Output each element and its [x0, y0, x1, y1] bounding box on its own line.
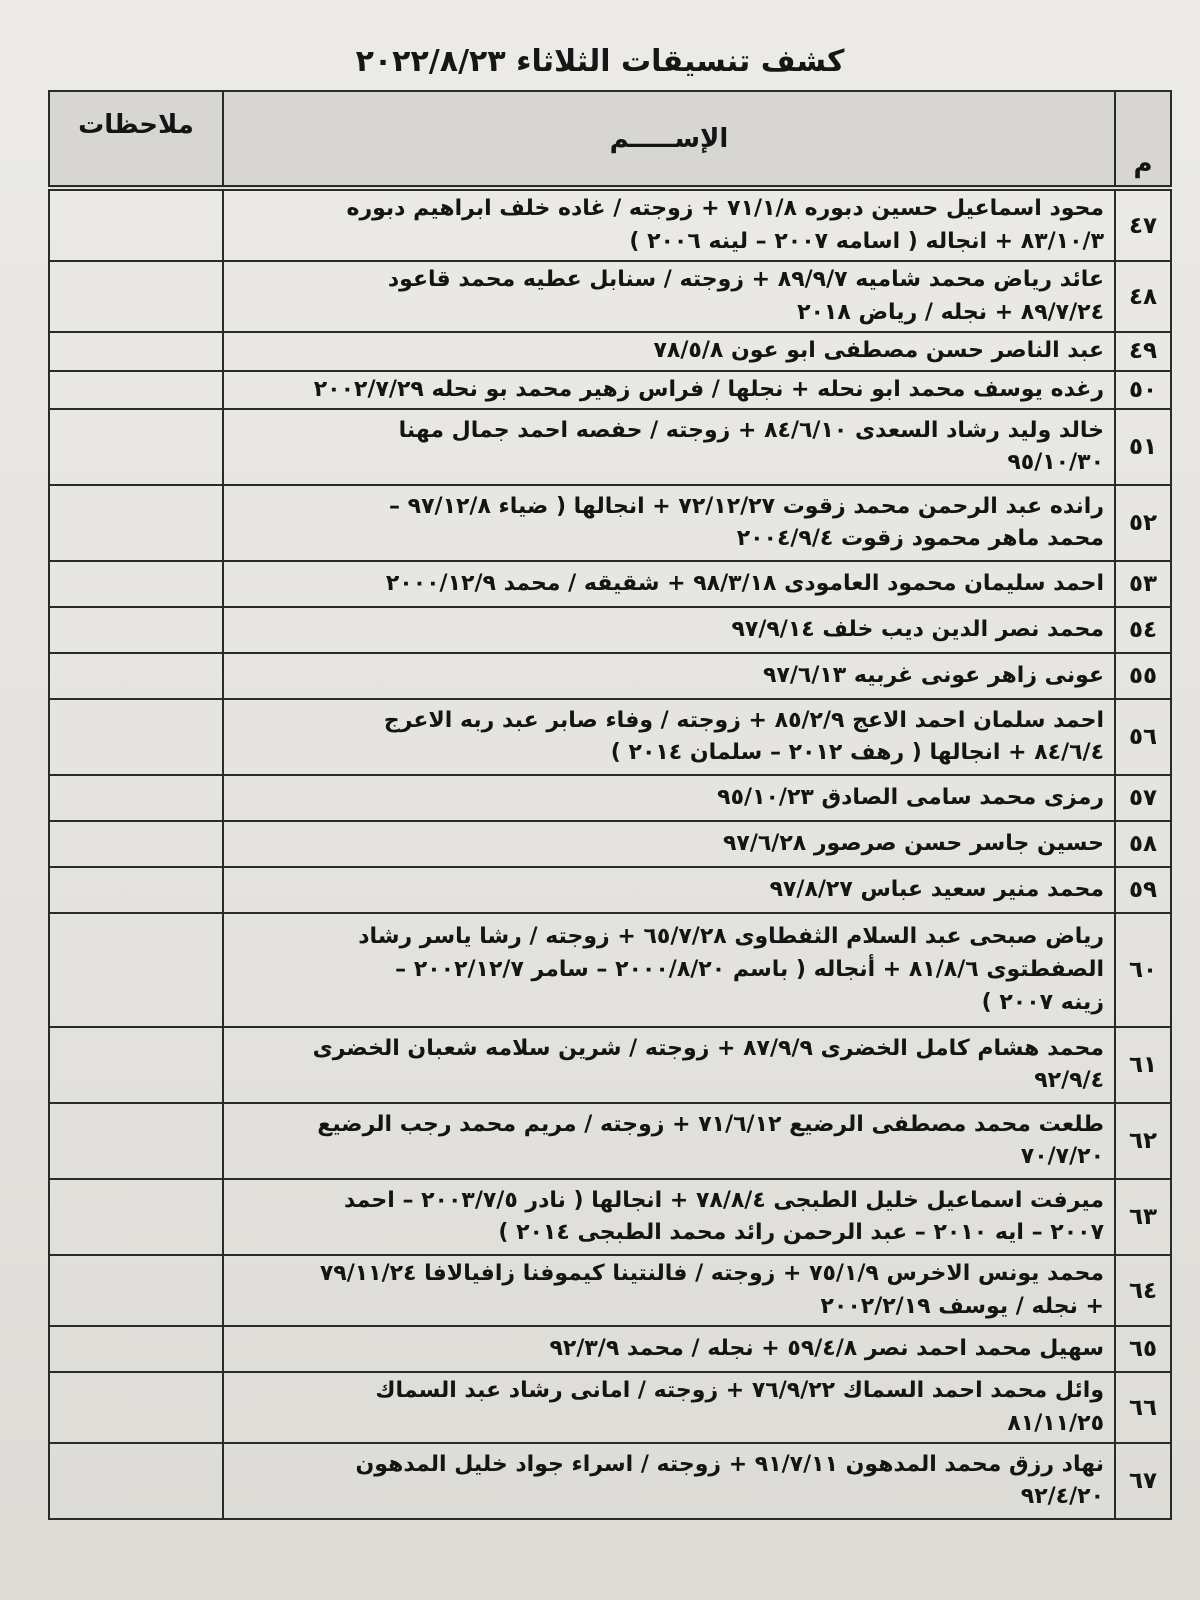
table-row — [49, 699, 1171, 775]
entry-line: عونى زاهر عونى غربيه ٩٧/٦/١٣ — [763, 663, 1104, 688]
page-title: كشف تنسيقات الثلاثاء ٢٠٢٢/٨/٢٣ — [355, 44, 845, 79]
entry-line: محمد يونس الاخرس ٧٥/١/٩ + زوجته / فالنتينا كيموفنا زافيالافا ٧٩/١١/٢٤ — [319, 1261, 1104, 1287]
table-row — [49, 1326, 1171, 1372]
table-row — [49, 775, 1171, 821]
entry-line: محود اسماعيل حسين دبوره ٧١/١/٨ + زوجته / غاده خلف ابراهيم دبوره — [346, 196, 1104, 221]
row-name-entry — [223, 1255, 1115, 1326]
row-serial-number: ٦١ — [1115, 1027, 1171, 1103]
row-name-entry — [223, 1103, 1115, 1179]
row-name-entry — [223, 1179, 1115, 1255]
table-row — [49, 1103, 1171, 1179]
row-name-entry — [223, 1326, 1115, 1372]
row-notes-cell — [49, 1103, 223, 1179]
entry-line: ٧٠/٧/٢٠ — [1020, 1144, 1104, 1170]
row-notes-cell — [49, 409, 223, 485]
table-row — [49, 561, 1171, 607]
entry-line: زينه ٢٠٠٧ ) — [981, 989, 1104, 1015]
entry-line: حسين جاسر حسن صرصور ٩٧/٦/٢٨ — [722, 831, 1104, 856]
table-row — [49, 653, 1171, 699]
row-notes-cell — [49, 653, 223, 699]
entry-line: ٨١/١١/٢٥ — [1007, 1410, 1104, 1436]
row-name-entry — [223, 699, 1115, 775]
row-notes-cell — [49, 913, 223, 1027]
row-serial-number: ٦٧ — [1115, 1443, 1171, 1519]
entry-line: محمد منير سعيد عباس ٩٧/٨/٢٧ — [769, 877, 1104, 902]
row-name-entry — [223, 913, 1115, 1027]
row-notes-cell — [49, 1443, 223, 1519]
row-name-entry — [223, 867, 1115, 913]
table-row — [49, 371, 1171, 410]
row-serial-number: ٦٣ — [1115, 1179, 1171, 1255]
row-serial-number: ٥٣ — [1115, 561, 1171, 607]
entry-line: وائل محمد احمد السماك ٧٦/٩/٢٢ + زوجته / امانى رشاد عبد السماك — [375, 1378, 1104, 1404]
row-notes-cell — [49, 821, 223, 867]
row-serial-number: ٤٨ — [1115, 261, 1171, 332]
row-serial-number: ٦٥ — [1115, 1326, 1171, 1372]
entry-line: ٢٠٠٧ – ايه ٢٠١٠ – عبد الرحمن رائد محمد الطبجى ٢٠١٤ ) — [498, 1220, 1104, 1246]
entry-line: احمد سليمان محمود العامودى ٩٨/٣/١٨ + شقيقه / محمد ٢٠٠٠/١٢/٩ — [385, 571, 1104, 596]
table-header-row — [49, 91, 1171, 188]
table-row — [49, 332, 1171, 371]
table-row — [49, 1027, 1171, 1103]
row-notes-cell — [49, 261, 223, 332]
table-row — [49, 485, 1171, 561]
entry-line: ٨٤/٦/٤ + انجالها ( رهف ٢٠١٢ – سلمان ٢٠١٤ ) — [610, 740, 1104, 766]
entry-line: عائد رياض محمد شاميه ٨٩/٩/٧ + زوجته / سنابل عطيه محمد قاعود — [387, 267, 1104, 293]
entry-line: رغده يوسف محمد ابو نحله + نجلها / فراس زهير محمد بو نحله ٢٠٠٢/٧/٢٩ — [313, 376, 1104, 402]
entry-line: احمد سلمان احمد الاعج ٨٥/٢/٩ + زوجته / وفاء صابر عبد ربه الاعرج — [383, 707, 1104, 733]
entry-line: محمد ماهر محمود زقوت ٢٠٠٤/٩/٤ — [736, 526, 1104, 552]
row-name-entry — [223, 371, 1115, 410]
table-row — [49, 1179, 1171, 1255]
row-notes-cell — [49, 332, 223, 371]
row-serial-number: ٥١ — [1115, 409, 1171, 485]
entry-line: + نجله / يوسف ٢٠٠٢/٢/١٩ — [820, 1293, 1104, 1319]
header-name: الإســـــم — [223, 91, 1115, 188]
row-serial-number: ٦٠ — [1115, 913, 1171, 1027]
row-name-entry — [223, 775, 1115, 821]
row-name-entry — [223, 261, 1115, 332]
row-notes-cell — [49, 1179, 223, 1255]
entry-line: رمزى محمد سامى الصادق ٩٥/١٠/٢٣ — [717, 785, 1104, 810]
names-table — [48, 90, 1172, 1520]
row-notes-cell — [49, 867, 223, 913]
row-serial-number: ٥٩ — [1115, 867, 1171, 913]
row-serial-number: ٦٤ — [1115, 1255, 1171, 1326]
row-notes-cell — [49, 485, 223, 561]
entry-line: نهاد رزق محمد المدهون ٩١/٧/١١ + زوجته / اسراء جواد خليل المدهون — [355, 1451, 1104, 1477]
row-name-entry — [223, 1372, 1115, 1443]
entry-line: ٩٢/٩/٤ — [1034, 1068, 1104, 1094]
row-serial-number: ٥٧ — [1115, 775, 1171, 821]
entry-line: رياض صبحى عبد السلام الثفطاوى ٦٥/٧/٢٨ + زوجته / رشا ياسر رشاد — [358, 924, 1104, 950]
table-row — [49, 607, 1171, 653]
entry-line: محمد هشام كامل الخضرى ٨٧/٩/٩ + زوجته / شرين سلامه شعبان الخضرى — [312, 1035, 1104, 1061]
table-row — [49, 821, 1171, 867]
table-row — [49, 913, 1171, 1027]
table-row — [49, 1255, 1171, 1326]
row-serial-number: ٥٤ — [1115, 607, 1171, 653]
row-notes-cell — [49, 1255, 223, 1326]
row-name-entry — [223, 485, 1115, 561]
row-serial-number: ٦٦ — [1115, 1372, 1171, 1443]
table-body — [49, 188, 1171, 1519]
row-name-entry — [223, 653, 1115, 699]
row-notes-cell — [49, 188, 223, 261]
entry-line: عبد الناصر حسن مصطفى ابو عون ٧٨/٥/٨ — [653, 338, 1104, 364]
row-name-entry — [223, 332, 1115, 371]
row-notes-cell — [49, 775, 223, 821]
entry-line: خالد وليد رشاد السعدى ٨٤/٦/١٠ + زوجته / حفصه احمد جمال مهنا — [398, 417, 1104, 443]
table-row — [49, 1372, 1171, 1443]
row-name-entry — [223, 821, 1115, 867]
table-row — [49, 1443, 1171, 1519]
row-notes-cell — [49, 607, 223, 653]
entry-line: محمد نصر الدين ديب خلف ٩٧/٩/١٤ — [731, 617, 1104, 642]
entry-line: طلعت محمد مصطفى الرضيع ٧١/٦/١٢ + زوجته / مريم محمد رجب الرضيع — [317, 1111, 1104, 1137]
entry-line: رانده عبد الرحمن محمد زقوت ٧٢/١٢/٢٧ + انجالها ( ضياء ٩٧/١٢/٨ – — [389, 493, 1104, 519]
entry-line: ٩٢/٤/٢٠ — [1020, 1484, 1104, 1510]
row-serial-number: ٦٢ — [1115, 1103, 1171, 1179]
table-row — [49, 409, 1171, 485]
table-row — [49, 261, 1171, 332]
entry-line: ٩٥/١٠/٣٠ — [1007, 450, 1104, 476]
row-name-entry — [223, 607, 1115, 653]
table-row — [49, 867, 1171, 913]
row-serial-number: ٥٢ — [1115, 485, 1171, 561]
row-name-entry — [223, 409, 1115, 485]
row-serial-number: ٥٥ — [1115, 653, 1171, 699]
entry-line: ميرفت اسماعيل خليل الطبجى ٧٨/٨/٤ + انجالها ( نادر ٢٠٠٣/٧/٥ – احمد — [343, 1187, 1104, 1213]
row-name-entry — [223, 188, 1115, 261]
row-serial-number: ٥٨ — [1115, 821, 1171, 867]
entry-line: ٨٩/٧/٢٤ + نجله / رياض ٢٠١٨ — [797, 299, 1104, 325]
row-notes-cell — [49, 561, 223, 607]
entry-line: ٨٣/١٠/٣ + انجاله ( اسامه ٢٠٠٧ – لينه ٢٠٠٦ ) — [629, 228, 1104, 254]
row-serial-number: ٥٠ — [1115, 371, 1171, 410]
row-notes-cell — [49, 1372, 223, 1443]
row-notes-cell — [49, 699, 223, 775]
row-name-entry — [223, 1443, 1115, 1519]
row-notes-cell — [49, 1326, 223, 1372]
header-serial: م — [1115, 91, 1171, 188]
table-row — [49, 188, 1171, 261]
row-notes-cell — [49, 371, 223, 410]
row-serial-number: ٥٦ — [1115, 699, 1171, 775]
row-serial-number: ٤٧ — [1115, 188, 1171, 261]
entry-line: سهيل محمد احمد نصر ٥٩/٤/٨ + نجله / محمد ٩٢/٣/٩ — [549, 1336, 1104, 1362]
row-serial-number: ٤٩ — [1115, 332, 1171, 371]
row-name-entry — [223, 561, 1115, 607]
row-name-entry — [223, 1027, 1115, 1103]
header-notes: ملاحظات — [49, 91, 223, 188]
entry-line: الصفطتوى ٨١/٨/٦ + أنجاله ( باسم ٢٠٠٠/٨/٢٠ – سامر ٢٠٠٢/١٢/٧ – — [395, 957, 1104, 982]
row-notes-cell — [49, 1027, 223, 1103]
